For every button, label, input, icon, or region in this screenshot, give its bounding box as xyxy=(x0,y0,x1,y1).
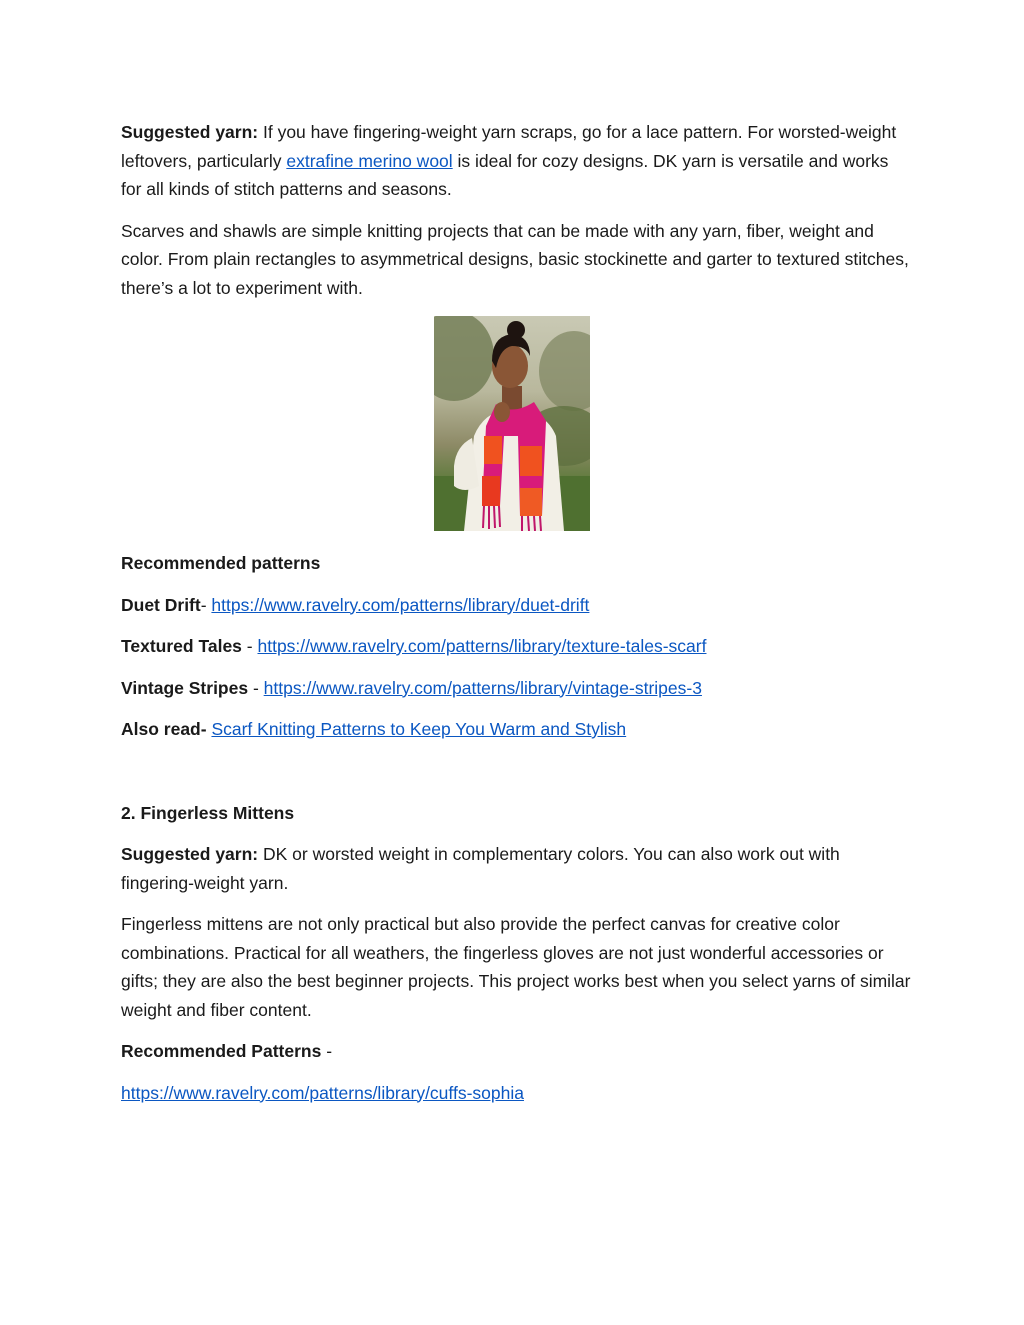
document-page xyxy=(121,118,911,1120)
also-read-link[interactable]: Scarf Knitting Patterns to Keep You Warm and Stylish xyxy=(211,719,627,739)
mittens-patterns-separator: - xyxy=(321,1041,333,1061)
pattern-line xyxy=(121,632,911,661)
mittens-recommended-patterns-label: Recommended Patterns xyxy=(121,1041,322,1061)
pattern-separator: - xyxy=(241,636,258,656)
scarf-photo xyxy=(434,316,590,531)
pattern-name: Vintage Stripes xyxy=(121,677,249,698)
pattern-link[interactable]: https://www.ravelry.com/patterns/library/duet-drift xyxy=(211,594,590,615)
suggested-yarn-text-2: is ideal for cozy designs. DK yarn is versatile and works for all kinds of stitch patterns and seasons. xyxy=(121,150,889,199)
also-read-line xyxy=(121,715,911,744)
mittens-recommended-patterns xyxy=(121,1037,911,1066)
mittens-body-paragraph: Fingerless mittens are not only practical but also provide the perfect canvas for creative color combinations. Practical for all weathers, the fingerless gloves are not just wonderful accessories or gifts; they are also the best beginner projects. This project works best when you select yarns of similar weight and fiber content. xyxy=(121,914,911,1020)
pattern-separator: - xyxy=(248,677,264,698)
fingerless-mittens-heading-text: 2. Fingerless Mittens xyxy=(121,802,295,823)
pattern-separator: - xyxy=(200,594,212,615)
mittens-suggested-yarn-label: Suggested yarn: xyxy=(121,844,259,864)
also-read-label: Also read- xyxy=(121,719,207,739)
suggested-yarn-label: Suggested yarn: xyxy=(121,122,259,142)
pattern-name: Duet Drift xyxy=(121,594,201,615)
pattern-link[interactable]: https://www.ravelry.com/patterns/library/texture-tales-scarf xyxy=(257,636,707,656)
scarf-photo-illustration xyxy=(434,316,590,531)
cuffs-sophia-link[interactable]: https://www.ravelry.com/patterns/library/cuffs-sophia xyxy=(121,1082,524,1103)
section-spacer xyxy=(121,757,911,799)
pattern-link[interactable]: https://www.ravelry.com/patterns/library/vintage-stripes-3 xyxy=(263,677,702,698)
scarves-body-paragraph: Scarves and shawls are simple knitting projects that can be made with any yarn, fiber, weight and color. From plain rectangles to asymmetrical designs, basic stockinette and garter to textured stitches, there’s a lot to experiment with. xyxy=(121,220,909,298)
extrafine-merino-wool-link[interactable]: extrafine merino wool xyxy=(286,150,453,171)
suggested-yarn-text-1: If you have fingering-weight yarn scraps, go for a lace pattern. For worsted-weight leftovers, particularly xyxy=(121,122,897,171)
fingerless-mittens-heading xyxy=(121,799,911,828)
suggested-yarn-paragraph xyxy=(121,118,911,204)
pattern-line xyxy=(121,674,911,703)
pattern-name: Textured Tales xyxy=(121,636,242,656)
mittens-suggested-yarn-paragraph xyxy=(121,840,911,897)
mittens-pattern-line xyxy=(121,1079,911,1108)
pattern-line xyxy=(121,591,911,620)
mittens-suggested-yarn-text: DK or worsted weight in complementary colors. You can also work out with fingering-weight yarn. xyxy=(121,844,840,893)
recommended-patterns-heading xyxy=(121,549,911,578)
recommended-patterns-heading-text: Recommended patterns xyxy=(121,553,321,573)
